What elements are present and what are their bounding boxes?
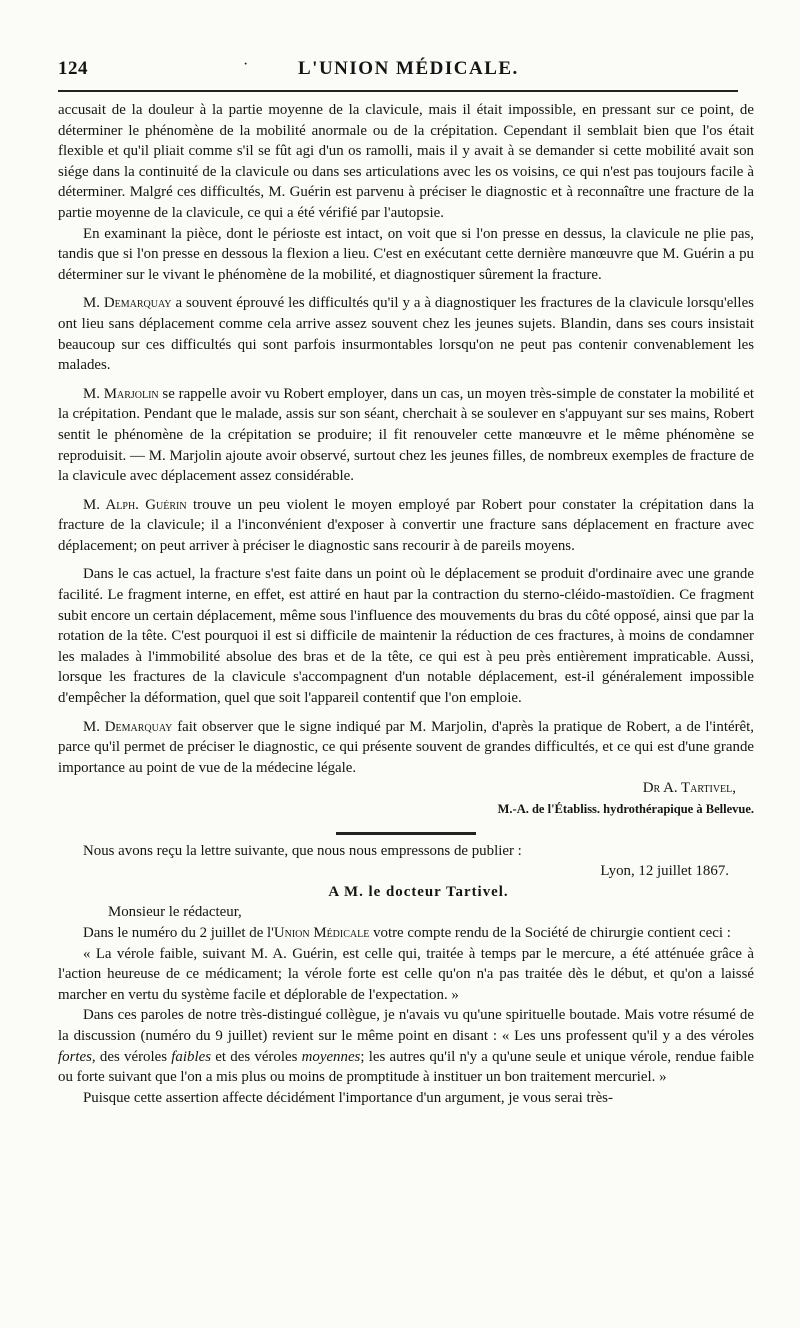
header-rule [58,90,738,92]
running-title: L'UNION MÉDICALE. [298,58,519,79]
paragraph-7 [58,717,754,779]
page-number: 124 [58,58,88,79]
letter-place-date: Lyon, 12 juillet 1867. [600,863,729,880]
quotation: « La vérole faible, suivant M. A. Guérin, est celle qui, traitée à temps par le mercure, a été atténuée grâce à l'action heureuse de ce médicament; la vérole forte est celle qu'on n'a pas traitée dès le début, et qu'on a laissé marcher en vertu du système facile et déplorable de l'expectation. » [58,945,754,1003]
paragraph-5 [58,495,754,557]
paragraph-2: En examinant la pièce, dont le périoste est intact, on voit que si l'on presse en dessus, la clavicule ne plie pas, tandis que si l'on presse en dessous la flexion a lieu. C'est en exécutant cette dernière manœuvre que M. Guérin a pu déterminer sur le vivant le phénomène de la mobilité, et diagnostiquer sûrement la fracture. [58,225,754,283]
speaker-name: M. Alph. Guérin [83,496,187,513]
paragraph-text: trouve un peu violent le moyen employé par Robert pour constater la crépitation dans la fracture de la clavicule; il a l'inconvénient d'exposer à convertir une fracture sans déplacement en fracture avec déplacement; on peut arriver à préciser le diagnostic sans recourir à de pareils moyens. [58,496,755,554]
header-dot: · [243,56,249,73]
letter-address-title: A M. le docteur Tartivel. [328,883,509,900]
paragraph-text: a souvent éprouvé les difficultés qu'il y a à diagnostiquer les fractures de la clavicule lorsqu'elles ont lieu sans déplacement comme cela arrive assez souvent chez les jeunes sujets. Blandin, dans ses cours insistait beaucoup sur ces difficultés qui sont parfois insurmontables lorsqu'on ne peut pas contenir convenablement les malades. [58,295,754,374]
paragraph-3 [58,293,754,375]
paragraph-1: accusait de la douleur à la partie moyenne de la clavicule, mais il était impossible, en pressant sur ce point, de déterminer le phénomène de la mobilité anormale ou de la crépitation. Cependant il semblait bien que l'os était flexible et qu'il pliait comme s'il se fût agi d'un os ramolli, mais il y avait à se demander si cette mobilité avait son siége dans la continuité de la clavicule ou dans ses articulations avec les os voisins, ce qui n'est pas toujours facile à déterminer. Malgré ces difficultés, M. Guérin est parvenu à préciser le diagnostic et à reconnaître une fracture de la partie moyenne de la clavicule, ce qui a été vérifié par l'autopsie. [58,102,754,221]
signature-name: Dr A. Tartivel, [642,780,736,797]
letter-salutation: Monsieur le rédacteur, [108,904,242,921]
signature-affiliation: M.-A. de l'Établiss. hydrothérapique à Bellevue. [497,802,754,816]
section-divider [336,832,476,835]
paragraph-text: fait observer que le signe indiqué par M. Marjolin, d'après la pratique de Robert, a de l'intérêt, parce qu'il permet de préciser le diagnostic, ce qui présente souvent de grandes difficultés, et ce qui est d'une grande importance au point de vue de la médecine légale. [58,718,754,776]
letter-intro: Nous avons reçu la lettre suivante, que nous nous empressons de publier : [83,842,522,859]
journal-name: Union Médicale [273,924,370,941]
speaker-name: M. Marjolin [83,385,159,402]
paragraph-8: Dans le numéro du 2 juillet de l'Union Médicale votre compte rendu de la Société de chirurgie contient ceci : [83,924,731,941]
paragraph-9: Dans ces paroles de notre très-distingué collègue, je n'avais vu qu'une spirituelle boutade. Mais votre résumé de la discussion (numéro du 9 juillet) revient sur le même point en disant : « Les uns professent qu'il y a des véroles fortes, des véroles faibles et des véroles moyennes; les autres qu'il n'y a qu'une seule et unique vérole, rendue faible ou forte suivant que l'on a mis plus ou moins de promptitude à instituer un bon traitement mercuriel. » [58,1007,754,1086]
paragraph-6: Dans le cas actuel, la fracture s'est faite dans un point où le déplacement se produit d'ordinaire avec une grande facilité. Le fragment interne, en effet, est attiré en haut par la contraction du sterno-cléido-mastoïdien. Ce fragment subit encore un certain déplacement, même sous l'influence des mouvements du bras du côté opposé, ainsi que par la rotation de la tête. C'est pourquoi il est si difficile de maintenir la réduction de ces fractures, à moins de condamner les malades à l'immobilité absolue des bras et de la tête, ce qui est à peu près entièrement impraticable. Aussi, lorsque les fractures de la clavicule s'accompagnent d'un notable déplacement, est-il généralement impossible d'empêcher la déformation, quel que soit l'appareil contentif que l'on emploie. [58,566,754,707]
speaker-name: M. Demarquay [83,718,173,735]
paragraph-10: Puisque cette assertion affecte décidément l'importance d'un argument, je vous serai très- [83,1089,613,1106]
page-header [58,58,738,88]
speaker-name: M. Demarquay [83,295,172,312]
article-body [58,100,754,1108]
paragraph-4 [58,384,754,487]
paragraph-text: se rappelle avoir vu Robert employer, dans un cas, un moyen très-simple de constater la mobilité et la crépitation. Pendant que le malade, assis sur son séant, cherchait à se soulever en s'appuyant sur ses mains, Robert sentit le phénomène de la crépitation se produire; il fit renouveler cette manœuvre et le même phénomène se reproduisit. — M. Marjolin ajoute avoir observé, surtout chez les jeunes filles, de nombreux exemples de fracture de la clavicule avec déplacement assez considérable. [58,385,754,485]
